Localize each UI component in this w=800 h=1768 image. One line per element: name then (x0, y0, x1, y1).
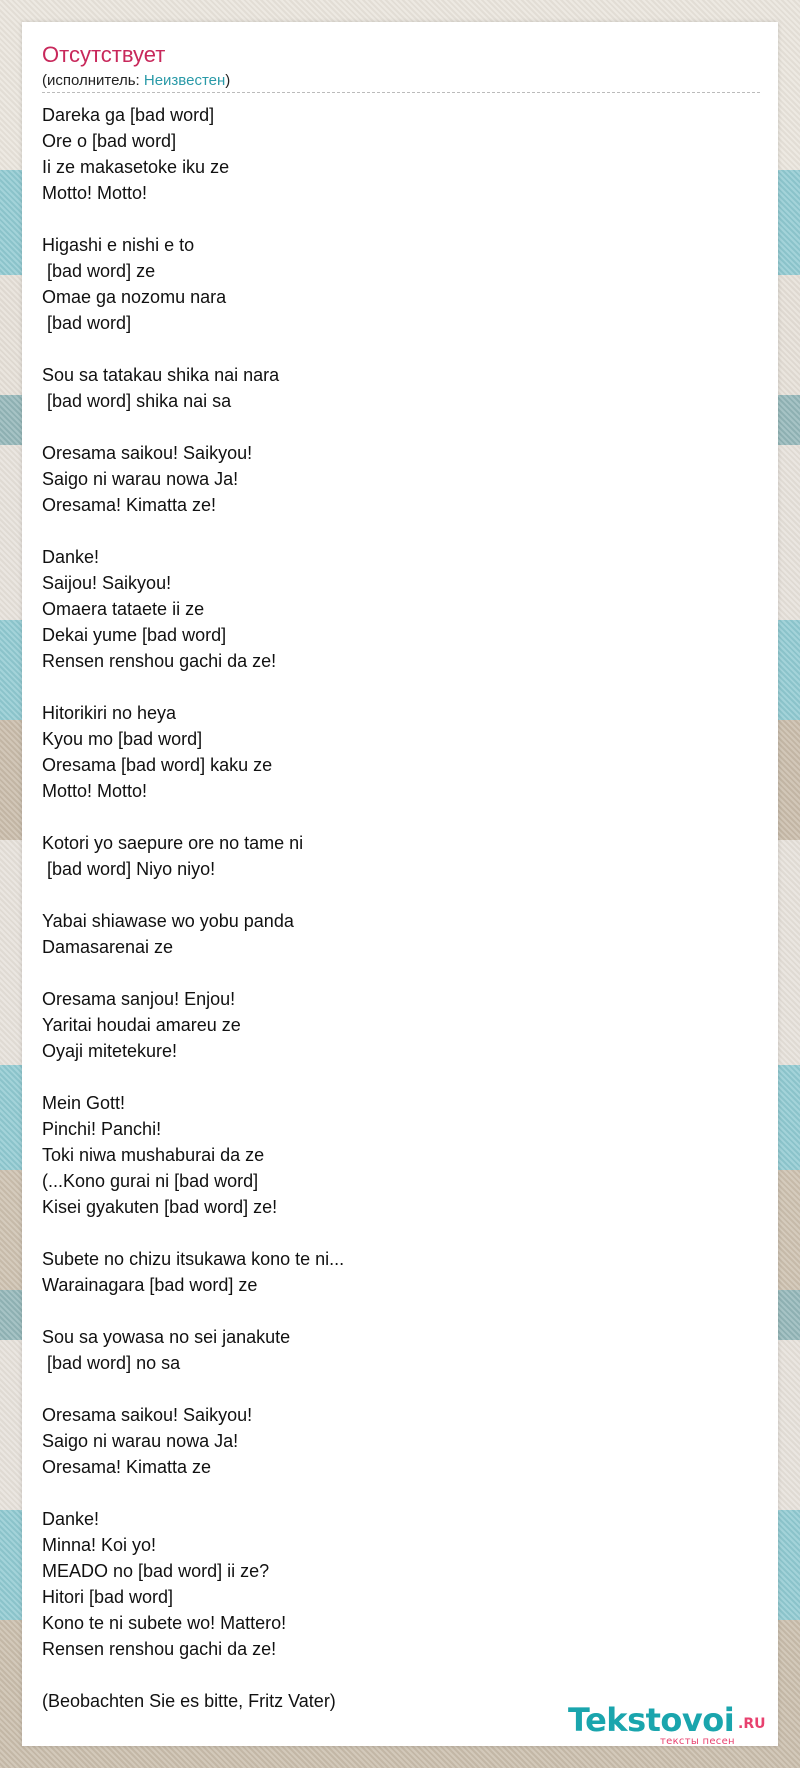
lyrics-card (22, 22, 778, 1746)
lyrics-text: Dareka ga [bad word] Ore o [bad word] Ii ze makasetoke iku ze Motto! Motto! Higashi e nishi e to [bad word] ze Omae ga nozomu nara [bad word] Sou sa tatakau shika nai nara [bad word] shika nai sa Oresama saikou! Saikyou! Saigo ni warau nowa Ja! Oresama! Kimatta ze! Danke! Saijou! Saikyou! Omaera tataete ii ze Dekai yume [bad word] Rensen renshou gachi da ze! Hitorikiri no heya Kyou mo [bad word] Oresama [bad word] kaku ze Motto! Motto! Kotori yo saepure ore no tame ni [bad word] Niyo niyo! Yabai shiawase wo yobu panda Damasarenai ze Oresama sanjou! Enjou! Yaritai houdai amareu ze Oyaji mitetekure! Mein Gott! Pinchi! Panchi! Toki niwa mushaburai da ze (...Kono gurai ni [bad word] Kisei gyakuten [bad word] ze! Subete no chizu itsukawa kono te ni... Warainagara [bad word] ze Sou sa yowasa no sei janakute [bad word] no sa Oresama saikou! Saikyou! Saigo ni warau nowa Ja! Oresama! Kimatta ze Danke! Minna! Koi yo! MEADO no [bad word] ii ze? Hitori [bad word] Kono te ni subete wo! Mattero! Rensen renshou gachi da ze! (Beobachten Sie es bitte, Fritz Vater) (42, 105, 345, 1711)
logo-tld: .RU (738, 1716, 766, 1732)
site-logo[interactable] (568, 1702, 768, 1746)
title-divider (42, 92, 760, 93)
artist-suffix: ) (225, 72, 231, 89)
logo-tagline: тексты песен (660, 1736, 735, 1747)
song-title: Отсутствует (42, 42, 166, 67)
artist-link[interactable]: Неизвестен (143, 72, 226, 89)
logo-main-text: Tekstovoi (568, 1701, 735, 1739)
artist-prefix: (исполнитель: (42, 72, 144, 89)
artist-line (42, 72, 230, 90)
